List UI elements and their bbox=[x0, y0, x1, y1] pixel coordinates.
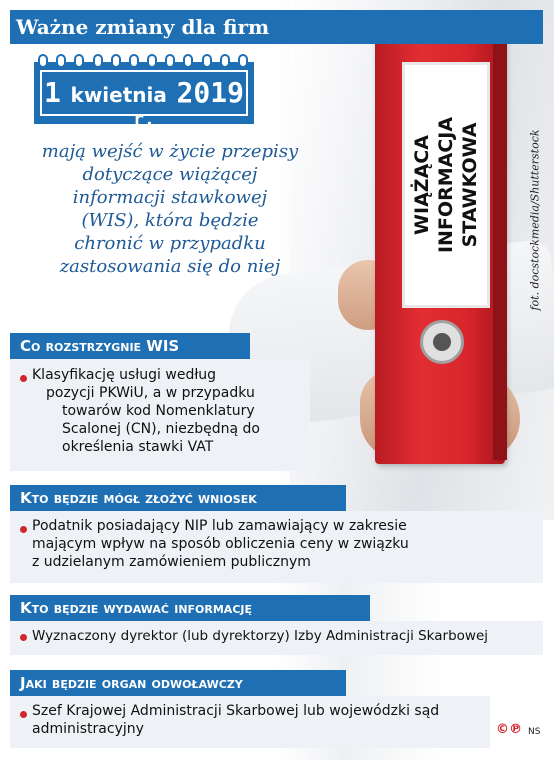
calendar-ring-icon bbox=[38, 54, 48, 68]
calendar-ring-icon bbox=[56, 54, 66, 68]
section-line: określenia stawki VAT bbox=[62, 439, 214, 455]
copyright-mark: ©℗ bbox=[496, 722, 522, 737]
date-day: 1 bbox=[44, 76, 61, 109]
calendar-date bbox=[34, 62, 254, 130]
binder-ring-hole bbox=[433, 333, 451, 351]
intro-line: (WIS), która będzie bbox=[81, 210, 259, 231]
date-year: 2019 bbox=[176, 76, 244, 109]
intro-line: mają wejść w życie przepisy bbox=[41, 141, 299, 162]
section-line: pozycji PKWiU, a w przypadku bbox=[46, 385, 255, 401]
section-heading-appeal bbox=[10, 670, 346, 696]
calendar-ring-icon bbox=[202, 54, 212, 68]
section-line: Podatnik posiadający NIP lub zamawiający w zakresie bbox=[32, 518, 407, 534]
calendar-text bbox=[42, 76, 246, 130]
calendar-ring-icon bbox=[111, 54, 121, 68]
binder-label bbox=[402, 62, 490, 308]
intro-line: zastosowania się do niej bbox=[59, 256, 281, 277]
photo-credit-text: fot. docstockmedia/Shutterstock bbox=[528, 129, 542, 311]
bullet-icon bbox=[20, 634, 27, 641]
photo-credit bbox=[527, 90, 543, 350]
section-line: administracyjny bbox=[32, 721, 144, 737]
binder-spine-edge bbox=[493, 28, 507, 460]
section-heading-wis bbox=[10, 333, 250, 359]
calendar-ring-icon bbox=[165, 54, 175, 68]
section-text-wis bbox=[32, 366, 282, 456]
section-line: towarów kod Nomenklatury bbox=[62, 403, 255, 419]
intro-line: dotyczące wiążącej bbox=[82, 164, 258, 185]
section-text-appeal bbox=[32, 702, 487, 738]
section-heading-text: Jaki będzie organ odwoławczy bbox=[20, 674, 243, 692]
section-line: mającym wpływ na sposób obliczenia ceny w związku bbox=[32, 536, 409, 552]
binder-ring-icon bbox=[420, 320, 464, 364]
section-line: Wyznaczony dyrektor (lub dyrektorzy) Izby Administracji Skarbowej bbox=[32, 628, 489, 644]
date-suffix: r. bbox=[133, 109, 155, 130]
calendar-ring-icon bbox=[183, 54, 193, 68]
bullet-icon bbox=[20, 375, 27, 382]
section-heading-text: Kto będzie wydawać informację bbox=[20, 599, 253, 617]
section-heading-text: Kto będzie mógł złożyć wniosek bbox=[20, 489, 257, 507]
section-heading-issuer bbox=[10, 595, 370, 621]
intro-line: informacji stawkowej bbox=[72, 187, 268, 208]
section-line: Scalonej (CN), niezbędną do bbox=[62, 421, 260, 437]
author-initials: NS bbox=[528, 727, 541, 737]
intro-line: chronić w przypadku bbox=[74, 233, 266, 254]
calendar-frame bbox=[40, 70, 248, 130]
calendar-ring-icon bbox=[238, 54, 248, 68]
section-line: z udzielanym zamówieniem publicznym bbox=[32, 554, 311, 570]
section-text-applicant bbox=[32, 517, 537, 571]
section-line: Klasyfikację usługi według bbox=[32, 367, 217, 383]
calendar-ring-icon bbox=[93, 54, 103, 68]
section-heading-text: Co rozstrzygnie WIS bbox=[20, 337, 180, 355]
section-heading-applicant bbox=[10, 485, 346, 511]
calendar-ring-icon bbox=[220, 54, 230, 68]
calendar-ring-icon bbox=[74, 54, 84, 68]
bullet-icon bbox=[20, 526, 27, 533]
calendar-ring-icon bbox=[147, 54, 157, 68]
calendar-rings bbox=[38, 54, 248, 68]
section-text-issuer bbox=[32, 627, 542, 645]
date-month: kwietnia bbox=[70, 83, 167, 107]
binder-label-text: WIĄŻĄCA INFORMACJA STAWKOWA bbox=[411, 116, 481, 254]
title-bar bbox=[10, 10, 543, 44]
page-title: Ważne zmiany dla firm bbox=[16, 15, 270, 39]
section-line: Szef Krajowej Administracji Skarbowej lub wojewódzki sąd bbox=[32, 703, 440, 719]
calendar-ring-icon bbox=[129, 54, 139, 68]
bullet-icon bbox=[20, 711, 27, 718]
intro-text bbox=[40, 140, 300, 278]
